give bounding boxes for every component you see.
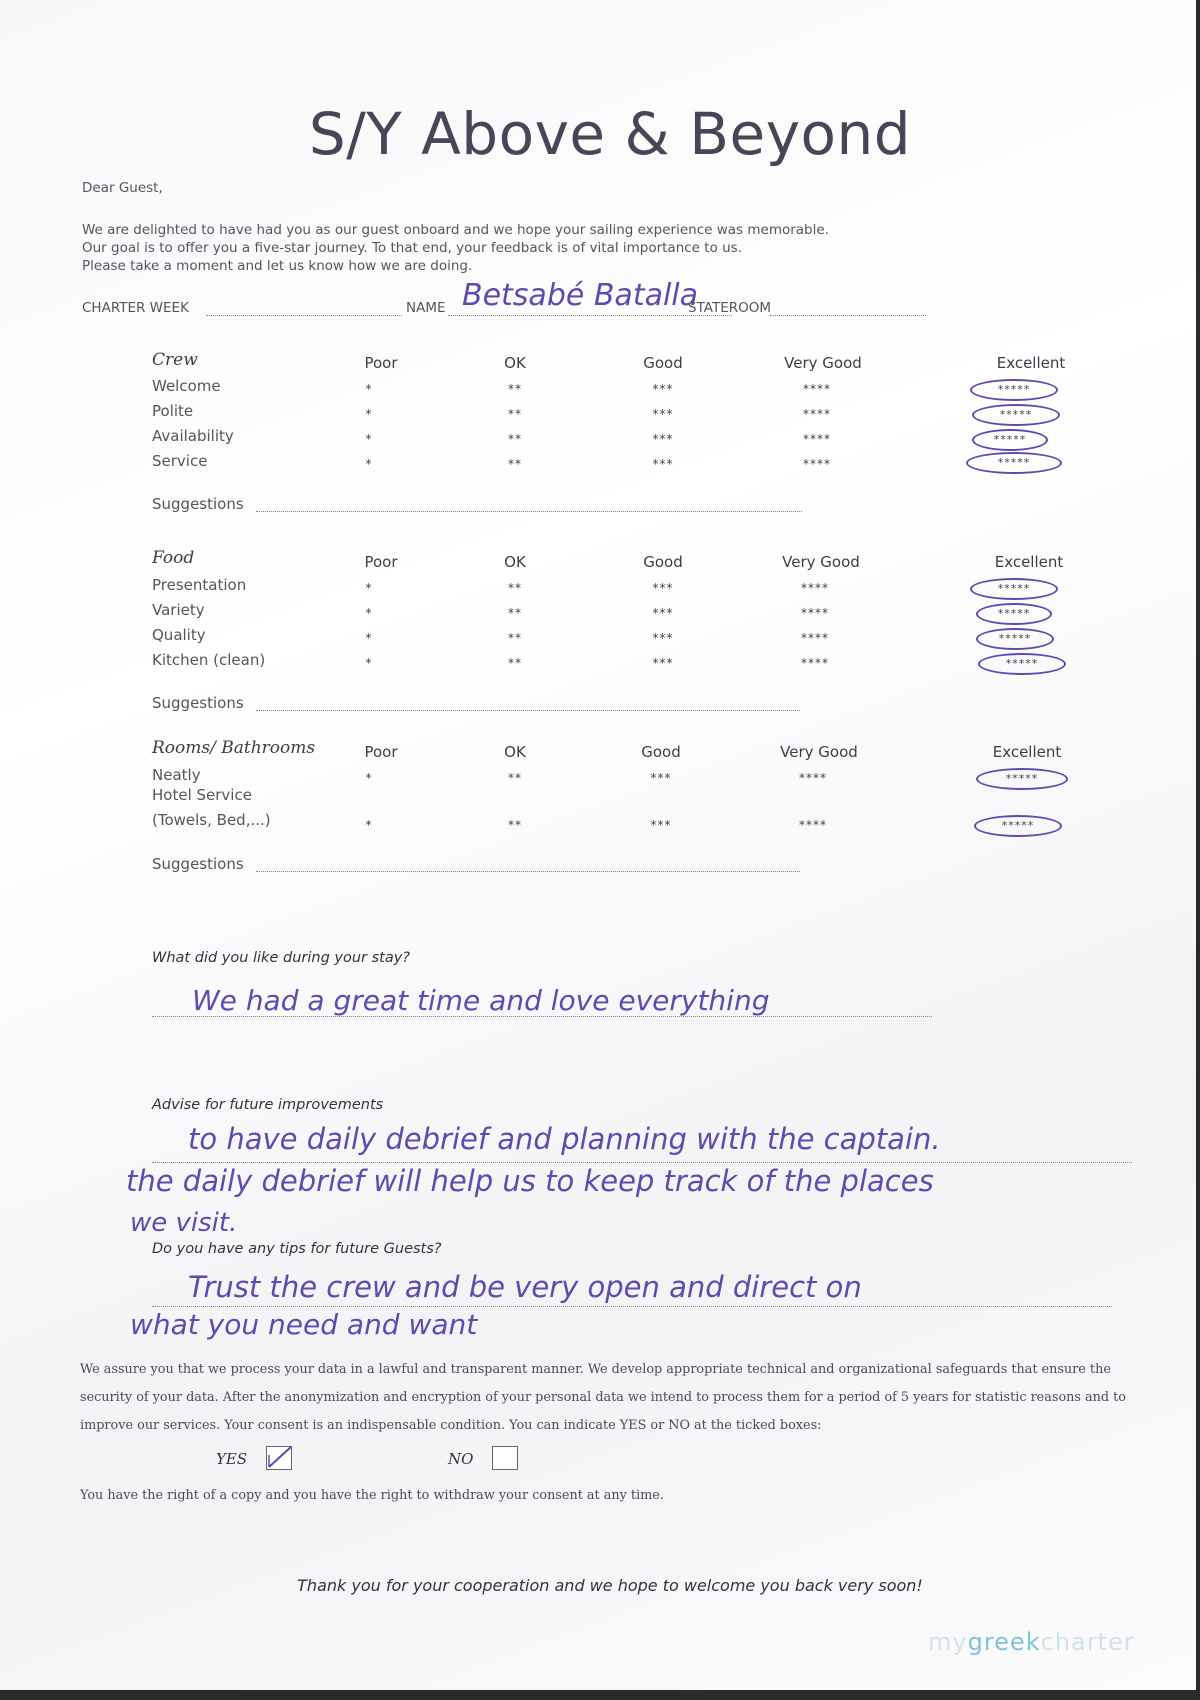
rating-2[interactable]: ** <box>508 457 522 471</box>
rating-4[interactable]: **** <box>799 771 827 785</box>
watermark-logo <box>928 1628 1135 1656</box>
rating-4[interactable]: **** <box>801 631 829 645</box>
rating-2[interactable]: ** <box>508 581 522 595</box>
section-title-crew: Crew <box>152 350 198 370</box>
suggestions-field-crew[interactable] <box>256 511 802 512</box>
row-label-availability: Availability <box>152 427 234 445</box>
row-label-presentation: Presentation <box>152 576 247 594</box>
rating-2[interactable]: ** <box>508 818 522 832</box>
rating-3[interactable]: *** <box>652 382 674 396</box>
suggestions-label-crew: Suggestions <box>152 495 244 513</box>
consent-no-label: NO <box>448 1450 474 1468</box>
closing-message: Thank you for your cooperation and we hope to welcome you back very soon! <box>297 1576 923 1595</box>
consent-yes-checkbox[interactable] <box>266 1446 292 1470</box>
rating-5-circled[interactable]: ***** <box>972 404 1060 426</box>
rating-1[interactable]: * <box>365 606 373 620</box>
answer-improvements-line-3: we visit. <box>130 1208 238 1238</box>
rating-1[interactable]: * <box>365 631 373 645</box>
rating-3[interactable]: *** <box>652 407 674 421</box>
rating-2[interactable]: ** <box>508 606 522 620</box>
suggestions-field-rooms[interactable] <box>256 871 800 872</box>
rating-4[interactable]: **** <box>803 457 831 471</box>
consent-text: We assure you that we process your data in a lawful and transparent manner. We develop appropriate technical and organizational safeguards that ensure the security of your data. After the anonymization and encryption of your personal data we intend to process them for a period of 5 years for statistic reasons and to improve our services. Your consent is an indispensable condition. You can indicate YES or NO at the ticked boxes: <box>80 1362 1127 1433</box>
rating-1[interactable]: * <box>365 457 373 471</box>
rating-5-circled[interactable]: ***** <box>970 578 1058 600</box>
col-very-good: Very Good <box>784 354 862 372</box>
rating-5-circled[interactable]: ***** <box>970 379 1058 401</box>
answer-tips-line-1: Trust the crew and be very open and direct on <box>188 1270 862 1304</box>
rating-2[interactable]: ** <box>508 432 522 446</box>
stateroom-label: STATEROOM <box>688 300 772 316</box>
rating-5-circled[interactable]: ***** <box>966 452 1062 474</box>
col-good: Good <box>643 553 683 571</box>
rating-3[interactable]: *** <box>652 631 674 645</box>
rating-4[interactable]: **** <box>803 382 831 396</box>
col-excellent: Excellent <box>994 553 1064 571</box>
row-label-welcome: Welcome <box>152 377 221 395</box>
question-liked: What did you like during your stay? <box>152 950 410 966</box>
col-good: Good <box>643 354 683 372</box>
col-ok: OK <box>504 354 526 372</box>
row-label-hotel-service-detail: (Towels, Bed,...) <box>152 811 271 829</box>
rating-5-circled[interactable]: ***** <box>976 603 1052 625</box>
col-excellent: Excellent <box>996 354 1066 372</box>
col-excellent: Excellent <box>992 743 1062 761</box>
rating-1[interactable]: * <box>365 771 373 785</box>
rating-3[interactable]: *** <box>652 432 674 446</box>
rating-1[interactable]: * <box>365 432 373 446</box>
rating-3[interactable]: *** <box>652 457 674 471</box>
rating-1[interactable]: * <box>365 581 373 595</box>
name-label: NAME <box>406 300 446 316</box>
answer-line-tips[interactable] <box>152 1306 1112 1307</box>
consent-no-checkbox[interactable] <box>492 1446 518 1470</box>
rating-3[interactable]: *** <box>652 581 674 595</box>
rating-4[interactable]: **** <box>801 656 829 670</box>
col-ok: OK <box>504 553 526 571</box>
intro-line-2: Our goal is to offer you a five-star journey. To that end, your feedback is of vital importance to us. <box>82 240 743 256</box>
rating-5-circled[interactable]: ***** <box>972 429 1048 451</box>
rating-4[interactable]: **** <box>803 407 831 421</box>
rating-5-circled[interactable]: ***** <box>974 815 1062 837</box>
section-title-food: Food <box>152 548 195 568</box>
suggestions-label-rooms: Suggestions <box>152 855 244 873</box>
rating-5-circled[interactable]: ***** <box>976 628 1054 650</box>
page-title: S/Y Above & Beyond <box>308 100 912 168</box>
rating-5-circled[interactable]: ***** <box>976 768 1068 790</box>
rating-4[interactable]: **** <box>799 818 827 832</box>
row-label-kitchen: Kitchen (clean) <box>152 651 266 669</box>
rating-3[interactable]: *** <box>652 606 674 620</box>
rating-4[interactable]: **** <box>801 581 829 595</box>
rating-3[interactable]: *** <box>652 656 674 670</box>
row-label-service: Service <box>152 452 208 470</box>
rating-5-circled[interactable]: ***** <box>978 653 1066 675</box>
consent-yes-label: YES <box>216 1450 248 1468</box>
watermark-part-2: greek <box>967 1628 1041 1656</box>
stateroom-field[interactable] <box>770 315 926 316</box>
rating-2[interactable]: ** <box>508 382 522 396</box>
answer-line-improvements[interactable] <box>152 1162 1132 1163</box>
col-poor: Poor <box>364 743 398 761</box>
col-good: Good <box>641 743 681 761</box>
row-label-neatly: Neatly <box>152 766 201 784</box>
watermark-part-1: my <box>928 1628 968 1656</box>
answer-improvements-line-1: to have daily debrief and planning with the captain. <box>188 1122 941 1156</box>
col-poor: Poor <box>364 553 398 571</box>
col-very-good: Very Good <box>782 553 860 571</box>
greeting: Dear Guest, <box>82 180 163 196</box>
col-poor: Poor <box>364 354 398 372</box>
row-label-polite: Polite <box>152 402 194 420</box>
check-mark-icon <box>267 1447 291 1469</box>
rating-1[interactable]: * <box>365 656 373 670</box>
answer-tips-line-2: what you need and want <box>130 1308 478 1341</box>
answer-improvements-line-2: the daily debrief will help us to keep track of the places <box>126 1164 934 1198</box>
name-value-handwritten: Betsabé Batalla <box>462 278 699 313</box>
charter-week-label: CHARTER WEEK <box>82 300 189 316</box>
rating-2[interactable]: ** <box>508 771 522 785</box>
rating-2[interactable]: ** <box>508 656 522 670</box>
rating-1[interactable]: * <box>365 818 373 832</box>
col-very-good: Very Good <box>780 743 858 761</box>
rating-4[interactable]: **** <box>803 432 831 446</box>
suggestions-label-food: Suggestions <box>152 694 244 712</box>
intro-line-3: Please take a moment and let us know how we are doing. <box>82 258 473 274</box>
col-ok: OK <box>504 743 526 761</box>
charter-week-field[interactable] <box>206 315 402 316</box>
suggestions-field-food[interactable] <box>256 710 800 711</box>
row-label-hotel-service: Hotel Service <box>152 786 252 804</box>
question-tips: Do you have any tips for future Guests? <box>152 1241 442 1257</box>
rating-3[interactable]: *** <box>650 771 672 785</box>
rating-1[interactable]: * <box>365 407 373 421</box>
rating-3[interactable]: *** <box>650 818 672 832</box>
question-improvements: Advise for future improvements <box>152 1097 384 1113</box>
rating-1[interactable]: * <box>365 382 373 396</box>
watermark-part-3: charter <box>1040 1628 1135 1656</box>
rating-2[interactable]: ** <box>508 407 522 421</box>
section-title-rooms: Rooms/ Bathrooms <box>152 738 316 758</box>
withdraw-text: You have the right of a copy and you have the right to withdraw your consent at any time. <box>80 1488 664 1503</box>
row-label-variety: Variety <box>152 601 205 619</box>
rating-2[interactable]: ** <box>508 631 522 645</box>
answer-liked-handwritten: We had a great time and love everything <box>192 984 770 1017</box>
rating-4[interactable]: **** <box>801 606 829 620</box>
intro-line-1: We are delighted to have had you as our guest onboard and we hope your sailing experience was memorable. <box>82 222 829 238</box>
row-label-quality: Quality <box>152 626 206 644</box>
